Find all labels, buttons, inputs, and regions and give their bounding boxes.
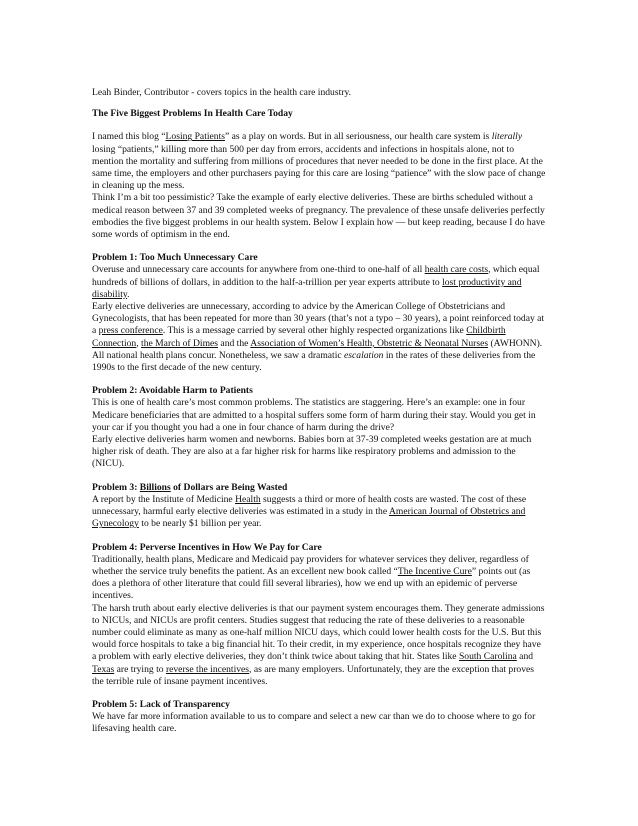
press-conference-link[interactable]: press conference [98,325,163,337]
problem-3-paragraph-1: A report by the Institute of Medicine Health suggests a third or more of health costs are wasted. The cost of these unnecessary, harmful early elective deliveries was estimated in a study in the American Journal of Obstetrics and Gynecology to be nearly $1 billion per year. [92,493,527,530]
problem-5-paragraph-1: We have far more information available to us to compare and select a new car than we do to choose where to go for lifesaving health care. [92,711,536,735]
childbirth-connection-link[interactable]: Childbirth Connection [92,325,506,349]
problem-5-heading: Problem 5: Lack of Transparency [92,698,230,710]
billions-link[interactable]: Billions [139,481,171,493]
article-title: The Five Biggest Problems In Health Care Today [92,108,293,120]
article [92,87,547,736]
march-of-dimes-link[interactable]: the March of Dimes [141,337,219,349]
incentive-cure-link[interactable]: The Incentive Cure [397,565,472,577]
health-care-costs-link[interactable]: health care costs [424,264,489,276]
intro-paragraph-2: Think I’m a bit too pessimistic? Take the example of early elective deliveries. These are births scheduled without a medical reason between 37 and 39 completed weeks of pregnancy. The prevalence of these unsafe deliveries perfectly embodies the five biggest problems in our health system. Below I explain how — but keep reading, because I do have some words of optimism in the end. [92,192,545,241]
problem-1-paragraph-2: Early elective deliveries are unnecessary, according to advice by the American College of Obstetricians and Gynecologists, that has been repeated for more than 30 years (that’s not a typo – 30 years), a point reinforced today at a press conference. This is a message carried by several other highly respected organizations like Childbirth Connection, the March of Dimes and the Association of Women’s Health, Obstetric & Neonatal Nurses (AWHONN). All national health plans concur. Nonetheless, we saw a dramatic escalation in the rates of these deliveries from the 1990s to the first decade of the new century. [92,301,545,374]
texas-link[interactable]: Texas [92,663,115,675]
south-carolina-link[interactable]: South Carolina [458,651,517,663]
problem-4-paragraph-2: The harsh truth about early elective deliveries is that our payment system encourages them. They generate admissions to NICUs, and NICUs are profit centers. Studies suggest that reducing the rate of these deliveries to a reasonable number could eliminate as many as one-half million NICU days, which could lower health costs for the U.S. But this would force hospitals to take a big financial hit. To their credit, in my experience, once hospitals recognize they have a problem with early elective deliveries, they don’t think twice about taking that hit. States like South Carolina and Texas are trying to reverse the incentives, as are many employers. Unfortunately, they are the exception that proves the terrible rule of insane payment incentives. [92,602,545,687]
problem-2-paragraph-2: Early elective deliveries harm women and newborns. Babies born at 37-39 completed weeks gestation are at much higher risk of death. They are also at a far higher risk for harms like respiratory problems and admission to the (NICU). [92,434,532,470]
lost-productivity-link[interactable]: lost productivity and disability [92,276,522,300]
intro-paragraph-1: I named this blog “Losing Patients” as a play on words. But in all seriousness, our health care system is literally losing “patients,” killing more than 500 per day from errors, accidents and infections in hospitals alone, not to mention the mortality and suffering from millions of procedures that never needed to be done in the first place. At the same time, the employers and other purchasers paying for this care are losing “patience” with the slow pace of change in cleaning up the mess. [92,131,546,192]
health-link[interactable]: Health [235,493,261,505]
byline: Leah Binder, Contributor - covers topics in the health care industry. [92,87,352,98]
awhonn-link[interactable]: Association of Women’s Health, Obstetric & Neonatal Nurses [250,337,489,349]
losing-patients-link[interactable]: Losing Patients [165,131,225,143]
problem-1-paragraph-1: Overuse and unnecessary care accounts for anywhere from one-third to one-half of all health care costs, which equal hundreds of billions of dollars, in addition to the half-a-trillion per year experts attribute to lost productivity and disability. [92,264,540,300]
problem-3-heading: Problem 3: Billions of Dollars are Being Wasted [92,481,288,493]
problem-2-paragraph-1: This is one of health care’s most common problems. The statistics are staggering. Here’s an example: one in four Medicare beneficiaries that are admitted to a hospital suffers some form of harm during their stay. Would you get in your car if you thought you had a one in four chance of harm during the drive? [92,397,536,433]
problem-2-heading: Problem 2: Avoidable Harm to Patients [92,385,253,397]
problem-1-heading: Problem 1: Too Much Unnecessary Care [92,252,258,264]
reverse-incentives-link[interactable]: reverse the incentives [165,663,250,675]
problem-4-paragraph-1: Traditionally, health plans, Medicare and Medicaid pay providers for whatever services they deliver, regardless of whether the service truly benefits the patient. As an excellent new book called “The Incentive Cure” points out (as does a plethora of other literature that could fill several libraries), how we end up with an epidemic of perverse incentives. [92,553,531,602]
ajog-link[interactable]: American Journal of Obstetrics and Gynecology [92,506,526,530]
problem-4-heading: Problem 4: Perverse Incentives in How We Pay for Care [92,541,322,553]
